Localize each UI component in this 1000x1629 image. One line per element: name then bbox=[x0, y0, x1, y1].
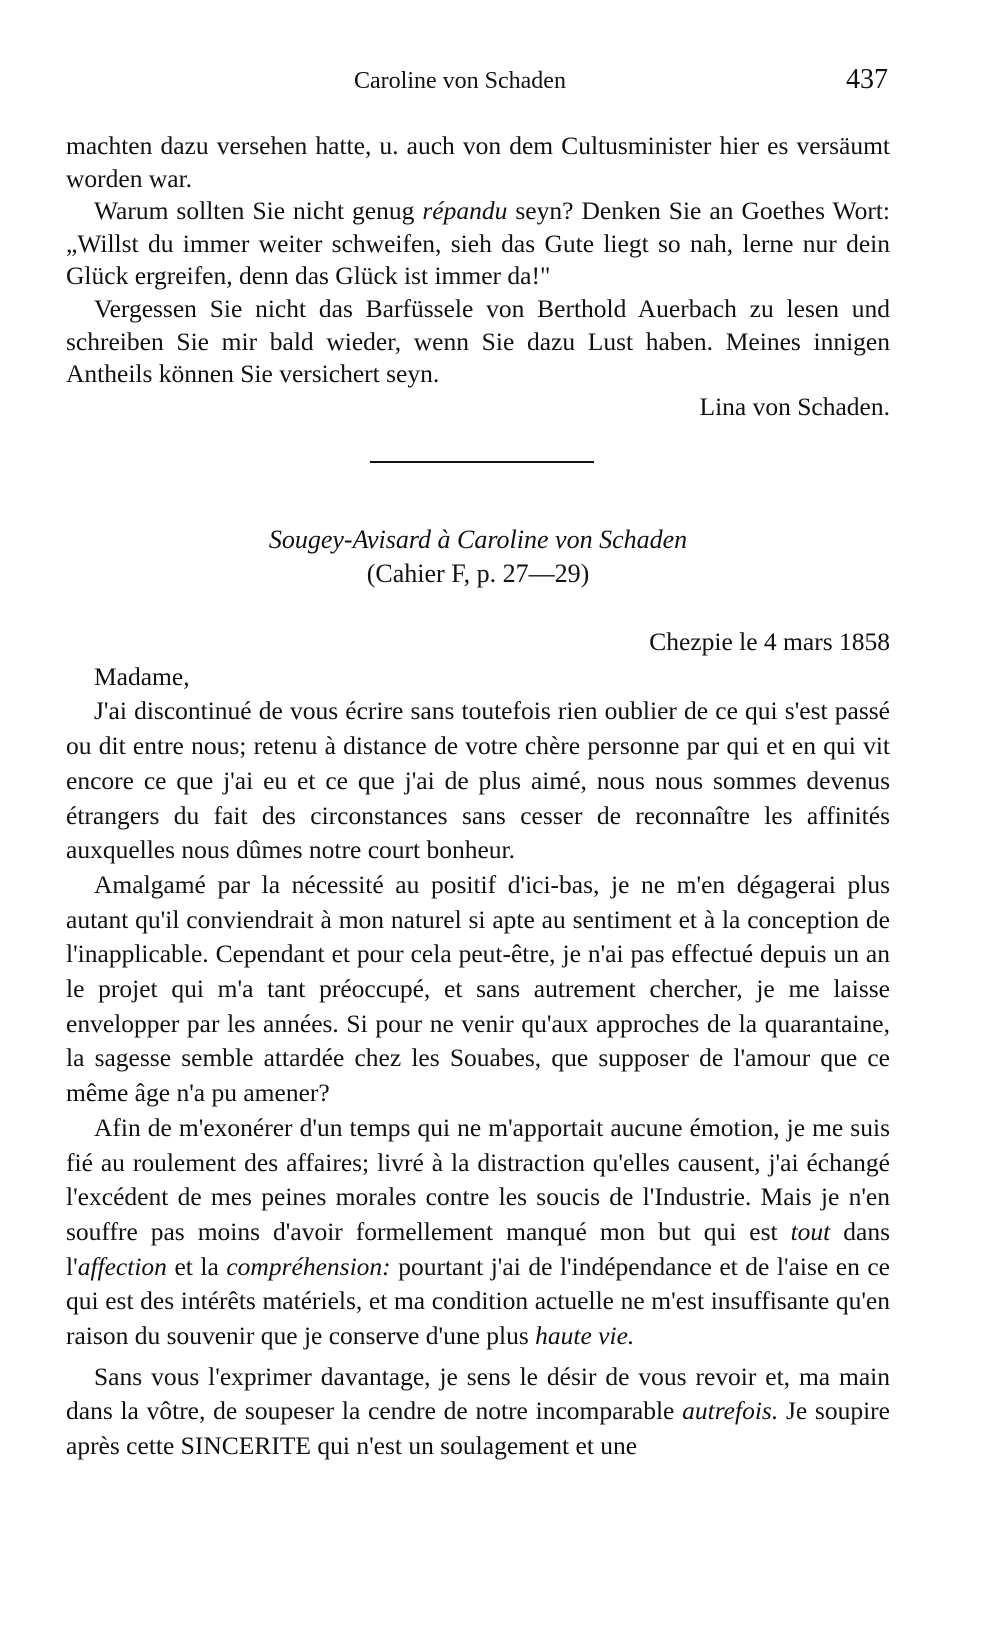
text-run: Warum sollten Sie nicht genug bbox=[94, 196, 423, 226]
paragraph: Amalgamé par la nécessité au positif d'ici-bas, je ne m'en dégagerai plus autant qu'il conviendrait à mon naturel si apte au sentiment et à la conception de l'inapplicable. Cependant et pour cela peut-être, je n'ai pas effectué depuis un an le projet qui m'a tant préoccupé, et sans autrement chercher, je me laisse envelopper par les années. Si pour ne venir qu'aux approches de la quarantaine, la sagesse semble attardée chez les Souabes, que supposer de l'amour que ce même âge n'a pu amener? bbox=[66, 869, 890, 1108]
previous-letter-end bbox=[66, 130, 890, 423]
italic-word: autrefois. bbox=[682, 1396, 779, 1426]
salutation: Madame, bbox=[94, 661, 190, 691]
italic-word: compréhension: bbox=[226, 1251, 391, 1281]
text-run: dans l' bbox=[66, 1216, 890, 1281]
paragraph: machten dazu versehen hatte, u. auch von dem Cultusminister hier es versäumt worden war. bbox=[66, 131, 890, 193]
paragraph: J'ai discontinué de vous écrire sans toutefois rien oublier de ce qui s'est passé ou dit entre nous; retenu à distance de votre chère personne par qui et en qui vit encore ce que j'ai eu et ce que j'ai de plus aimé, nous nous sommes devenus étrangers du fait des circonstances sans cesser de reconnaître les affinités auxquelles nous dûmes notre court bonheur. bbox=[66, 696, 890, 865]
letter-heading bbox=[66, 523, 890, 591]
paragraph: Vergessen Sie nicht das Barfüssele von Berthold Auerbach zu lesen und schreiben Sie mir bald wieder, wenn Sie dazu Lust haben. Meines innigen Antheils können Sie versichert seyn. bbox=[66, 293, 890, 389]
italic-word: répandu bbox=[422, 196, 508, 226]
paragraph bbox=[66, 1111, 890, 1354]
text-run: Afin de m'exonérer d'un temps qui ne m'apportait aucune émotion, je me suis fié au roulement des affaires; livré à la distraction qu'elles causent, j'ai échangé l'excédent de mes peines morales contre les soucis de l'Industrie. Mais je n'en souffre pas moins d'avoir formellement manqué mon but qui est bbox=[66, 1112, 890, 1246]
paragraph bbox=[66, 195, 890, 293]
italic-word: affection bbox=[77, 1251, 167, 1281]
section-divider bbox=[370, 461, 594, 463]
letter-source: (Cahier F, p. 27—29) bbox=[366, 559, 590, 588]
running-title: Caroline von Schaden bbox=[354, 68, 566, 94]
letter-title: Sougey-Avisard à Caroline von Schaden bbox=[268, 525, 688, 554]
italic-word: tout bbox=[790, 1216, 831, 1246]
running-head bbox=[0, 60, 1000, 100]
italic-word: haute vie. bbox=[535, 1321, 635, 1351]
letter-body bbox=[66, 625, 890, 1464]
text-run: Sans vous l'exprimer davantage, je sens le désir de vous revoir et, ma main dans la vôtre, de soupeser la cendre de notre incomparable bbox=[66, 1361, 890, 1426]
text-run: et la bbox=[166, 1251, 227, 1281]
text-run: pourtant j'ai de l'indépendance et de l'aise en ce qui est des intérêts matériels, et ma condition actuelle ne m'est insuffisante qu'en raison du souvenir que je conserve d'une plus bbox=[66, 1251, 891, 1351]
signature: Lina von Schaden. bbox=[699, 391, 890, 421]
text-run: seyn? Denken Sie an Goethes Wort: „Willst du immer weiter schweifen, sieh das Gute liegt so nah, lerne nur dein Glück ergreifen, denn das Glück ist immer da!" bbox=[66, 196, 890, 291]
page-number: 437 bbox=[846, 64, 888, 95]
dateline: Chezpie le 4 mars 1858 bbox=[649, 627, 890, 656]
paragraph bbox=[66, 1360, 890, 1464]
text-run: Je soupire après cette SINCERITE qui n'est un soulagement et une bbox=[66, 1396, 890, 1461]
